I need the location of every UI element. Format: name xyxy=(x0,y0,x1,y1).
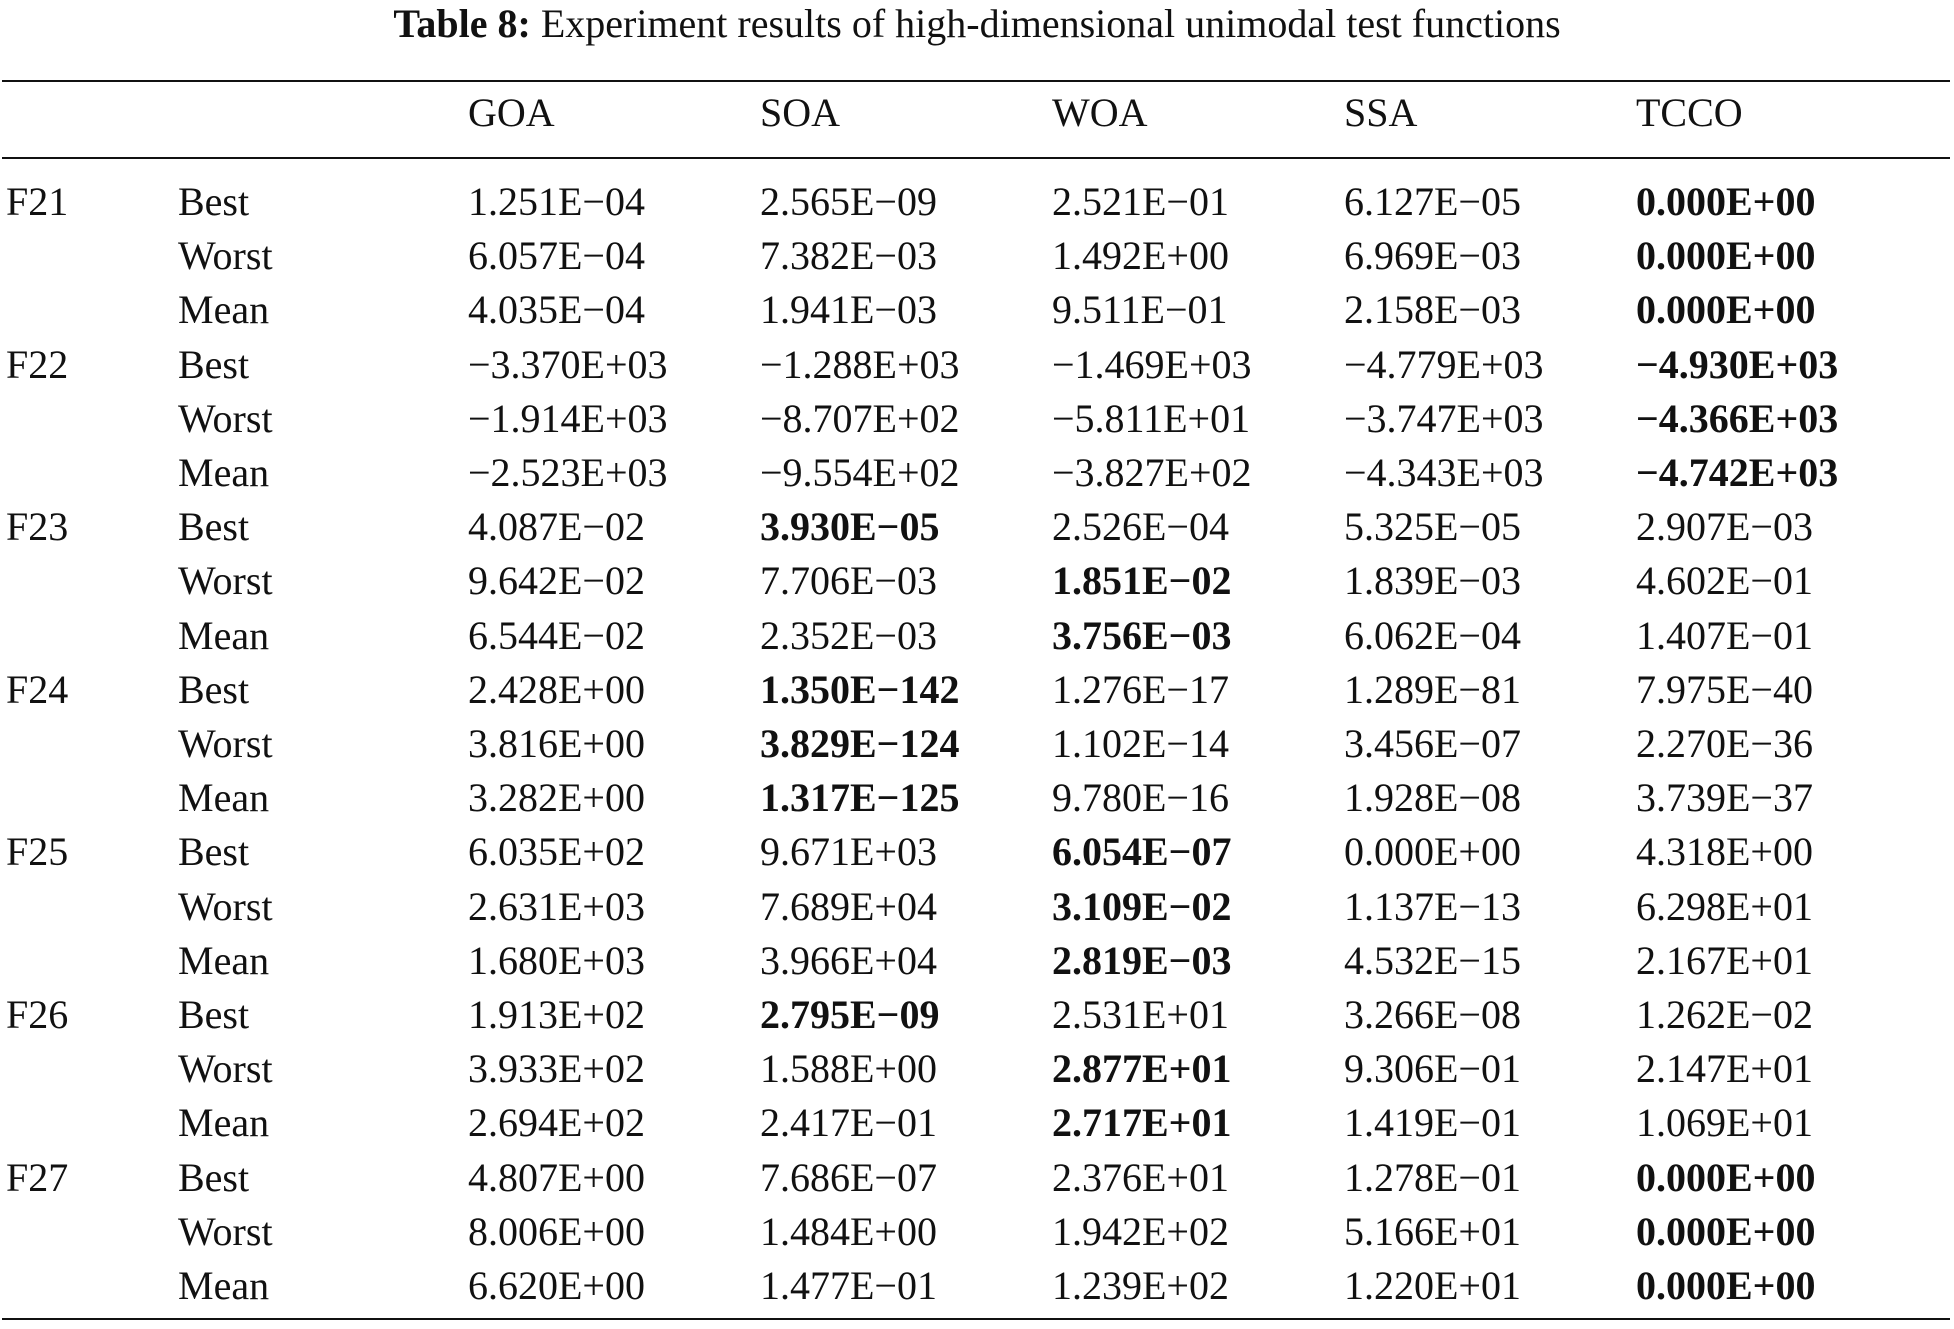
value-cell-soa: 2.352E−03 xyxy=(760,613,937,658)
column-header-soa: SOA xyxy=(760,90,841,135)
column-header-tcco: TCCO xyxy=(1636,90,1743,135)
value-cell-tcco: 2.167E+01 xyxy=(1636,938,1813,983)
statistic-label: Mean xyxy=(178,1100,270,1145)
value-cell-goa: 2.428E+00 xyxy=(468,667,645,712)
value-cell-ssa: 3.266E−08 xyxy=(1344,992,1521,1037)
value-cell-tcco: 0.000E+00 xyxy=(1636,1263,1816,1308)
value-cell-soa: 7.382E−03 xyxy=(760,233,937,278)
value-cell-ssa: 1.928E−08 xyxy=(1344,775,1521,820)
value-cell-tcco: 2.270E−36 xyxy=(1636,721,1813,766)
value-cell-goa: 9.642E−02 xyxy=(468,558,645,603)
table-row xyxy=(0,500,1954,554)
value-cell-soa: 1.350E−142 xyxy=(760,667,960,712)
value-cell-ssa: 6.127E−05 xyxy=(1344,179,1521,224)
table-row xyxy=(0,609,1954,663)
value-cell-ssa: 1.220E+01 xyxy=(1344,1263,1521,1308)
column-header-goa: GOA xyxy=(468,90,555,135)
statistic-label: Best xyxy=(178,667,250,712)
table-row xyxy=(0,446,1954,500)
table-row xyxy=(0,554,1954,608)
value-cell-tcco: 1.069E+01 xyxy=(1636,1100,1813,1145)
value-cell-woa: 1.851E−02 xyxy=(1052,558,1232,603)
value-cell-ssa: 1.419E−01 xyxy=(1344,1100,1521,1145)
value-cell-woa: 1.276E−17 xyxy=(1052,667,1229,712)
value-cell-tcco: 3.739E−37 xyxy=(1636,775,1813,820)
value-cell-goa: 3.933E+02 xyxy=(468,1046,645,1091)
value-cell-tcco: 4.602E−01 xyxy=(1636,558,1813,603)
value-cell-goa: 6.057E−04 xyxy=(468,233,645,278)
value-cell-tcco: −4.930E+03 xyxy=(1636,342,1839,387)
value-cell-tcco: 4.318E+00 xyxy=(1636,829,1813,874)
table-caption-text: Experiment results of high-dimensional unimodal test functions xyxy=(540,1,1561,46)
table-row xyxy=(0,392,1954,446)
value-cell-goa: 3.282E+00 xyxy=(468,775,645,820)
value-cell-tcco: 6.298E+01 xyxy=(1636,884,1813,929)
value-cell-goa: −3.370E+03 xyxy=(468,342,668,387)
table-row xyxy=(0,988,1954,1042)
value-cell-soa: 1.484E+00 xyxy=(760,1209,937,1254)
column-header-ssa: SSA xyxy=(1344,90,1418,135)
value-cell-tcco: 2.147E+01 xyxy=(1636,1046,1813,1091)
table-row xyxy=(0,717,1954,771)
value-cell-ssa: 1.137E−13 xyxy=(1344,884,1521,929)
statistic-label: Worst xyxy=(178,1209,273,1254)
function-label: F24 xyxy=(6,667,69,712)
value-cell-soa: 1.477E−01 xyxy=(760,1263,937,1308)
value-cell-woa: −5.811E+01 xyxy=(1052,396,1251,441)
function-label: F26 xyxy=(6,992,69,1037)
value-cell-woa: 1.102E−14 xyxy=(1052,721,1229,766)
statistic-label: Worst xyxy=(178,884,273,929)
value-cell-woa: 1.942E+02 xyxy=(1052,1209,1229,1254)
value-cell-goa: 2.694E+02 xyxy=(468,1100,645,1145)
statistic-label: Best xyxy=(178,504,250,549)
table-row xyxy=(0,825,1954,879)
function-label: F22 xyxy=(6,342,69,387)
value-cell-tcco: 2.907E−03 xyxy=(1636,504,1813,549)
value-cell-ssa: 1.839E−03 xyxy=(1344,558,1521,603)
value-cell-soa: 7.686E−07 xyxy=(760,1155,937,1200)
value-cell-woa: 3.109E−02 xyxy=(1052,884,1232,929)
table-row xyxy=(0,175,1954,229)
statistic-label: Best xyxy=(178,342,250,387)
value-cell-goa: 6.620E+00 xyxy=(468,1263,645,1308)
value-cell-goa: 2.631E+03 xyxy=(468,884,645,929)
value-cell-woa: 2.521E−01 xyxy=(1052,179,1229,224)
table-row xyxy=(0,338,1954,392)
value-cell-tcco: 7.975E−40 xyxy=(1636,667,1813,712)
table-row xyxy=(0,283,1954,337)
function-label: F21 xyxy=(6,179,69,224)
table-caption-label: Table 8: xyxy=(393,1,531,46)
value-cell-ssa: 5.325E−05 xyxy=(1344,504,1521,549)
value-cell-tcco: 0.000E+00 xyxy=(1636,179,1816,224)
statistic-label: Mean xyxy=(178,613,270,658)
value-cell-soa: 3.829E−124 xyxy=(760,721,960,766)
value-cell-soa: −1.288E+03 xyxy=(760,342,960,387)
statistic-label: Mean xyxy=(178,775,270,820)
value-cell-soa: 3.930E−05 xyxy=(760,504,940,549)
function-label: F23 xyxy=(6,504,69,549)
value-cell-soa: 2.795E−09 xyxy=(760,992,940,1037)
value-cell-tcco: −4.366E+03 xyxy=(1636,396,1839,441)
statistic-label: Best xyxy=(178,829,250,874)
table-row xyxy=(0,880,1954,934)
value-cell-ssa: 3.456E−07 xyxy=(1344,721,1521,766)
value-cell-woa: −3.827E+02 xyxy=(1052,450,1252,495)
value-cell-ssa: 5.166E+01 xyxy=(1344,1209,1521,1254)
value-cell-ssa: 1.289E−81 xyxy=(1344,667,1521,712)
statistic-label: Worst xyxy=(178,558,273,603)
function-label: F27 xyxy=(6,1155,69,1200)
value-cell-ssa: 0.000E+00 xyxy=(1344,829,1521,874)
statistic-label: Mean xyxy=(178,450,270,495)
value-cell-goa: −1.914E+03 xyxy=(468,396,668,441)
table-row xyxy=(0,1042,1954,1096)
table-row xyxy=(0,934,1954,988)
value-cell-woa: 2.376E+01 xyxy=(1052,1155,1229,1200)
statistic-label: Mean xyxy=(178,287,270,332)
value-cell-tcco: 0.000E+00 xyxy=(1636,1155,1816,1200)
value-cell-soa: −8.707E+02 xyxy=(760,396,960,441)
value-cell-goa: 4.035E−04 xyxy=(468,287,645,332)
value-cell-soa: 7.706E−03 xyxy=(760,558,937,603)
value-cell-soa: −9.554E+02 xyxy=(760,450,960,495)
value-cell-soa: 2.565E−09 xyxy=(760,179,937,224)
statistic-label: Worst xyxy=(178,721,273,766)
statistic-label: Worst xyxy=(178,396,273,441)
statistic-label: Worst xyxy=(178,233,273,278)
value-cell-woa: 9.511E−01 xyxy=(1052,287,1228,332)
value-cell-woa: 2.531E+01 xyxy=(1052,992,1229,1037)
value-cell-tcco: 1.407E−01 xyxy=(1636,613,1813,658)
value-cell-woa: −1.469E+03 xyxy=(1052,342,1252,387)
table-caption xyxy=(0,0,1954,48)
statistic-label: Best xyxy=(178,992,250,1037)
table-row xyxy=(0,1096,1954,1150)
table-header-rule xyxy=(2,157,1950,159)
value-cell-woa: 3.756E−03 xyxy=(1052,613,1232,658)
value-cell-soa: 2.417E−01 xyxy=(760,1100,937,1145)
value-cell-woa: 2.526E−04 xyxy=(1052,504,1229,549)
value-cell-soa: 3.966E+04 xyxy=(760,938,937,983)
value-cell-woa: 2.819E−03 xyxy=(1052,938,1232,983)
value-cell-woa: 2.717E+01 xyxy=(1052,1100,1232,1145)
value-cell-tcco: −4.742E+03 xyxy=(1636,450,1839,495)
value-cell-goa: 1.680E+03 xyxy=(468,938,645,983)
value-cell-soa: 1.588E+00 xyxy=(760,1046,937,1091)
value-cell-ssa: 1.278E−01 xyxy=(1344,1155,1521,1200)
table-row xyxy=(0,229,1954,283)
value-cell-woa: 9.780E−16 xyxy=(1052,775,1229,820)
value-cell-goa: 6.035E+02 xyxy=(468,829,645,874)
statistic-label: Worst xyxy=(178,1046,273,1091)
value-cell-goa: 6.544E−02 xyxy=(468,613,645,658)
value-cell-soa: 1.317E−125 xyxy=(760,775,960,820)
value-cell-soa: 7.689E+04 xyxy=(760,884,937,929)
value-cell-tcco: 0.000E+00 xyxy=(1636,233,1816,278)
table-header-row xyxy=(0,86,1954,140)
statistic-label: Best xyxy=(178,1155,250,1200)
table-row xyxy=(0,1259,1954,1313)
value-cell-ssa: 4.532E−15 xyxy=(1344,938,1521,983)
table-row xyxy=(0,1205,1954,1259)
value-cell-woa: 6.054E−07 xyxy=(1052,829,1232,874)
table-row xyxy=(0,771,1954,825)
value-cell-tcco: 1.262E−02 xyxy=(1636,992,1813,1037)
value-cell-tcco: 0.000E+00 xyxy=(1636,287,1816,332)
value-cell-woa: 1.239E+02 xyxy=(1052,1263,1229,1308)
value-cell-soa: 9.671E+03 xyxy=(760,829,937,874)
value-cell-goa: 8.006E+00 xyxy=(468,1209,645,1254)
value-cell-woa: 2.877E+01 xyxy=(1052,1046,1232,1091)
value-cell-woa: 1.492E+00 xyxy=(1052,233,1229,278)
table-bottom-rule xyxy=(2,1318,1950,1320)
value-cell-ssa: −4.343E+03 xyxy=(1344,450,1544,495)
value-cell-goa: −2.523E+03 xyxy=(468,450,668,495)
column-header-woa: WOA xyxy=(1052,90,1148,135)
statistic-label: Mean xyxy=(178,938,270,983)
value-cell-ssa: −4.779E+03 xyxy=(1344,342,1544,387)
table-row xyxy=(0,663,1954,717)
value-cell-ssa: −3.747E+03 xyxy=(1344,396,1544,441)
value-cell-soa: 1.941E−03 xyxy=(760,287,937,332)
value-cell-goa: 3.816E+00 xyxy=(468,721,645,766)
value-cell-ssa: 9.306E−01 xyxy=(1344,1046,1521,1091)
value-cell-goa: 4.807E+00 xyxy=(468,1155,645,1200)
value-cell-ssa: 6.062E−04 xyxy=(1344,613,1521,658)
value-cell-goa: 1.913E+02 xyxy=(468,992,645,1037)
value-cell-ssa: 6.969E−03 xyxy=(1344,233,1521,278)
statistic-label: Best xyxy=(178,179,250,224)
table-top-rule xyxy=(2,80,1950,82)
statistic-label: Mean xyxy=(178,1263,270,1308)
value-cell-ssa: 2.158E−03 xyxy=(1344,287,1521,332)
value-cell-goa: 4.087E−02 xyxy=(468,504,645,549)
value-cell-tcco: 0.000E+00 xyxy=(1636,1209,1816,1254)
value-cell-goa: 1.251E−04 xyxy=(468,179,645,224)
table-row xyxy=(0,1151,1954,1205)
function-label: F25 xyxy=(6,829,69,874)
